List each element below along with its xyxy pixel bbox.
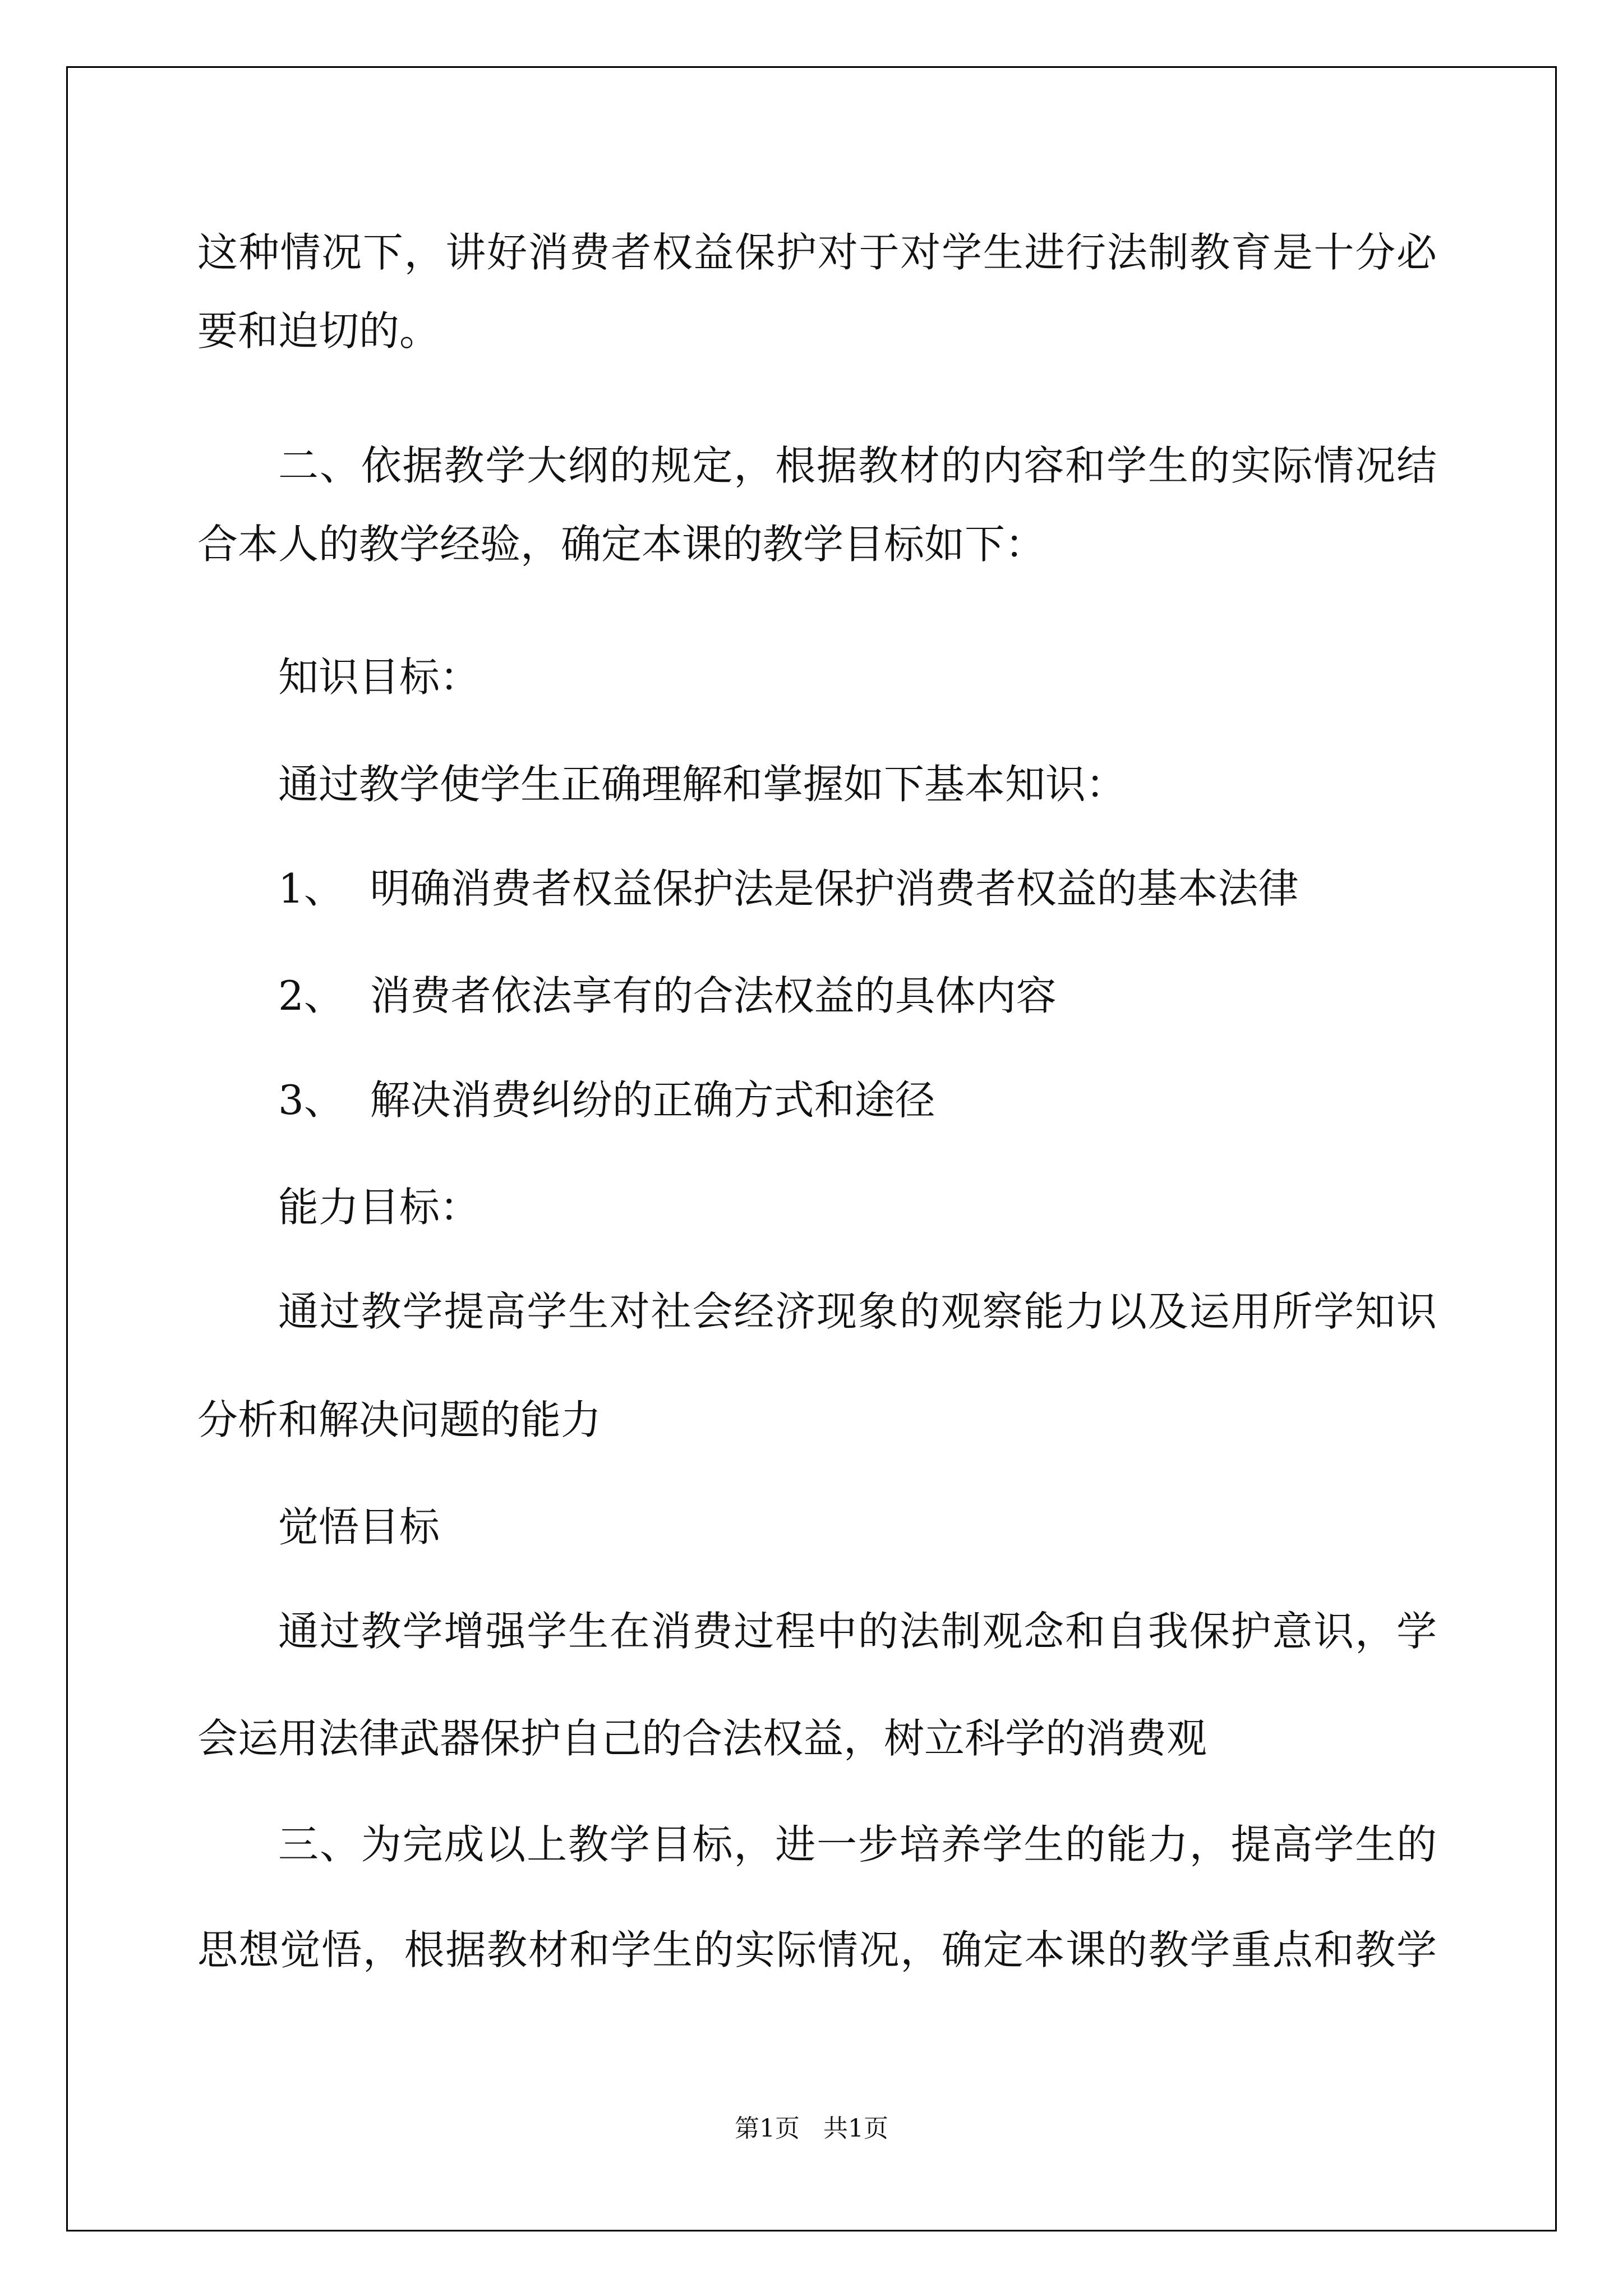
section-heading-knowledge: 知识目标：: [278, 654, 481, 701]
body-line-17: 思想觉悟，根据教材和学生的实际情况，确定本课的教学重点和教学: [197, 1926, 1437, 1973]
page-border: [66, 66, 1557, 2231]
page-footer: 第1页 共1页: [735, 2114, 888, 2143]
body-line-2: 要和迫切的。: [197, 307, 440, 355]
section-heading-ability: 能力目标：: [278, 1184, 481, 1231]
body-line-16: 三、为完成以上教学目标，进一步培养学生的能力，提高学生的: [278, 1821, 1437, 1868]
body-line-11: 通过教学提高学生对社会经济现象的观察能力以及运用所学知识: [278, 1288, 1437, 1335]
list-item-2: 2、 消费者依法享有的合法权益的具体内容: [278, 972, 1057, 1019]
body-line-1: 这种情况下，讲好消费者权益保护对于对学生进行法制教育是十分必: [197, 229, 1437, 276]
list-item-1: 1、 明确消费者权益保护法是保护消费者权益的基本法律: [278, 865, 1299, 912]
list-item-3: 3、 解决消费纠纷的正确方式和途径: [278, 1076, 935, 1124]
body-line-12: 分析和解决问题的能力: [197, 1396, 602, 1443]
body-line-14: 通过教学增强学生在消费过程中的法制观念和自我保护意识，学: [278, 1608, 1437, 1655]
section-heading-awareness: 觉悟目标: [278, 1503, 440, 1550]
body-line-4: 合本人的教学经验，确定本课的教学目标如下：: [197, 521, 1046, 568]
body-line-6: 通过教学使学生正确理解和掌握如下基本知识：: [278, 761, 1127, 808]
body-line-3: 二、依据教学大纲的规定，根据教材的内容和学生的实际情况结: [278, 442, 1437, 489]
body-line-15: 会运用法律武器保护自己的合法权益，树立科学的消费观: [197, 1715, 1207, 1762]
